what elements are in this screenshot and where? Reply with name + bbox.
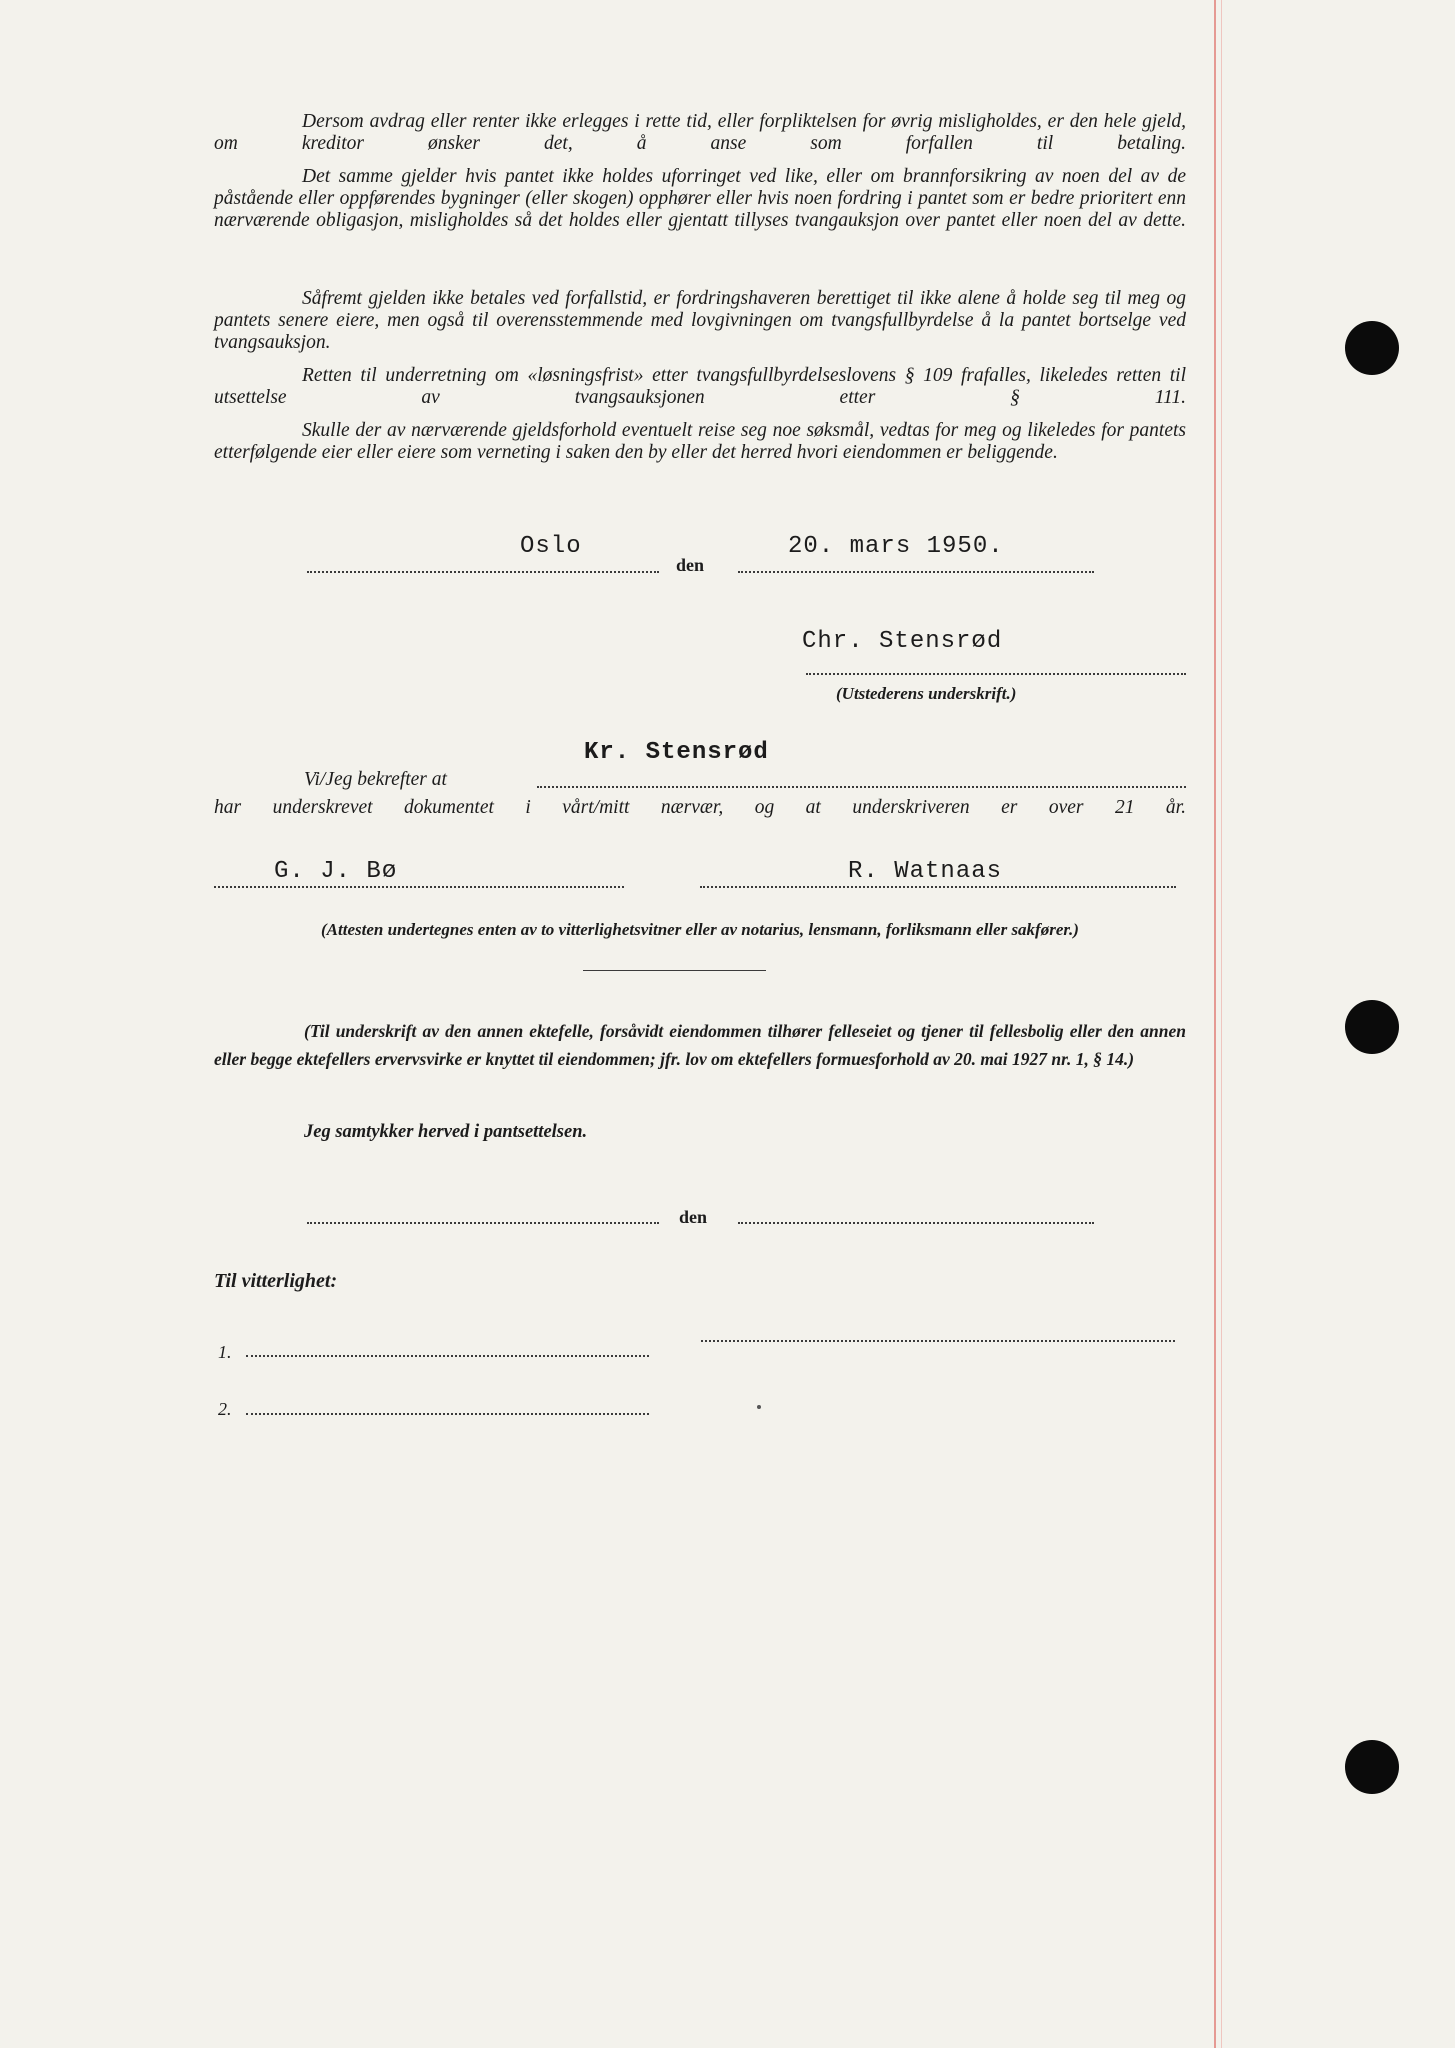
- spouse-note: (Til underskrift av den annen ektefelle, forsåvidt eiendommen tilhører felleseiet og tjener til fellesbolig eller den annen eller begge ektefellers ervervsvirke er knyttet til eiendommen; jfr. lov om ektefellers formuesforhold av 20. mai 1927 nr. 1, § 14.): [214, 1021, 1186, 1069]
- consent-date-dotted-line: [738, 1222, 1094, 1224]
- den-label: den: [676, 555, 705, 575]
- paragraph-default: Dersom avdrag eller renter ikke erlegges i rette tid, eller forpliktelsen for øvrig misligholdes, er den hele gjeld, om kreditor ønsker det, å anse som forfallen til betaling.: [214, 111, 1186, 154]
- consent-place-dotted-line: [307, 1222, 659, 1224]
- paragraph-venue: Skulle der av nærværende gjeldsforhold eventuelt reise seg noe søksmål, vedtas for meg og likeledes for pantets etterfølgende eier eller eiere som verneting i saken den by eller det herred hvori eiendommen er beliggende.: [214, 420, 1186, 463]
- witness-note: (Attesten undertegnes enten av to vitterlighetsvitner eller av notarius, lensmann, forliksmann eller sakfører.): [321, 920, 1079, 939]
- issuer-caption: (Utstederens underskrift.): [836, 684, 1017, 703]
- punch-hole: [1345, 1740, 1399, 1794]
- date-dotted-line: [738, 571, 1094, 573]
- paragraph-deterioration: Det samme gjelder hvis pantet ikke holdes uforringet ved like, eller om brannforsikring av noen del av de påstående eller oppførendes bygninger (eller skogen) opphører eller hvis noen fordring i pantet som er bedre prioritert enn nærværende obligasjon, misligholdes så det holdes eller gjentatt tillyses tvangauksjon over pantet eller noen del av dette.: [214, 166, 1186, 231]
- witness-number-2: 2.: [218, 1399, 232, 1419]
- confirmed-name: Kr. Stensrød: [584, 739, 769, 766]
- confirmation-text: har underskrevet dokumentet i vårt/mitt nærvær, og at underskriveren er over 21 år.: [214, 797, 1186, 818]
- paragraph-notice-waiver: Retten til underretning om «løsningsfrist» etter tvangsfullbyrdelseslovens § 109 frafalles, likeledes retten til utsettelse av tvangsauksjonen etter § 111.: [214, 365, 1186, 408]
- red-margin-line: [1214, 0, 1216, 2048]
- consent-text: Jeg samtykker herved i pantsettelsen.: [304, 1122, 588, 1142]
- issuer-signature: Chr. Stensrød: [802, 628, 1003, 655]
- date-value: 20. mars 1950.: [788, 533, 1004, 560]
- punch-hole: [1345, 321, 1399, 375]
- paragraph-enforcement: Såfremt gjelden ikke betales ved forfallstid, er fordringshaveren berettiget til ikke alene å holde seg til meg og pantets senere eiere, men også til overensstemmende med lovgivningen om tvangsfullbyrdelse å la pantet bortselge ved tvangsauksjon.: [214, 288, 1186, 353]
- witness-2-dotted-line: [246, 1413, 649, 1415]
- divider-rule: [583, 970, 766, 971]
- witness-left-dotted-line: [214, 886, 624, 888]
- witness-1-dotted-line: [246, 1355, 649, 1357]
- consent-den-label: den: [679, 1207, 708, 1227]
- place-value: Oslo: [520, 533, 582, 560]
- confirmation-prefix: Vi/Jeg bekrefter at: [304, 769, 447, 790]
- issuer-dotted-line: [806, 673, 1186, 675]
- confirmation-dotted-line: [537, 786, 1186, 788]
- stray-mark: [757, 1405, 761, 1409]
- place-dotted-line: [307, 571, 659, 573]
- spouse-signature-dotted-line: [701, 1340, 1175, 1342]
- witness-right-signature: R. Watnaas: [848, 858, 1003, 885]
- witness-right-dotted-line: [700, 886, 1176, 888]
- til-vitterlighet-heading: Til vitterlighet:: [214, 1270, 338, 1292]
- witness-left-signature: G. J. Bø: [274, 858, 398, 885]
- punch-hole: [1345, 1000, 1399, 1054]
- red-margin-line-secondary: [1221, 0, 1222, 2048]
- witness-number-1: 1.: [218, 1342, 232, 1362]
